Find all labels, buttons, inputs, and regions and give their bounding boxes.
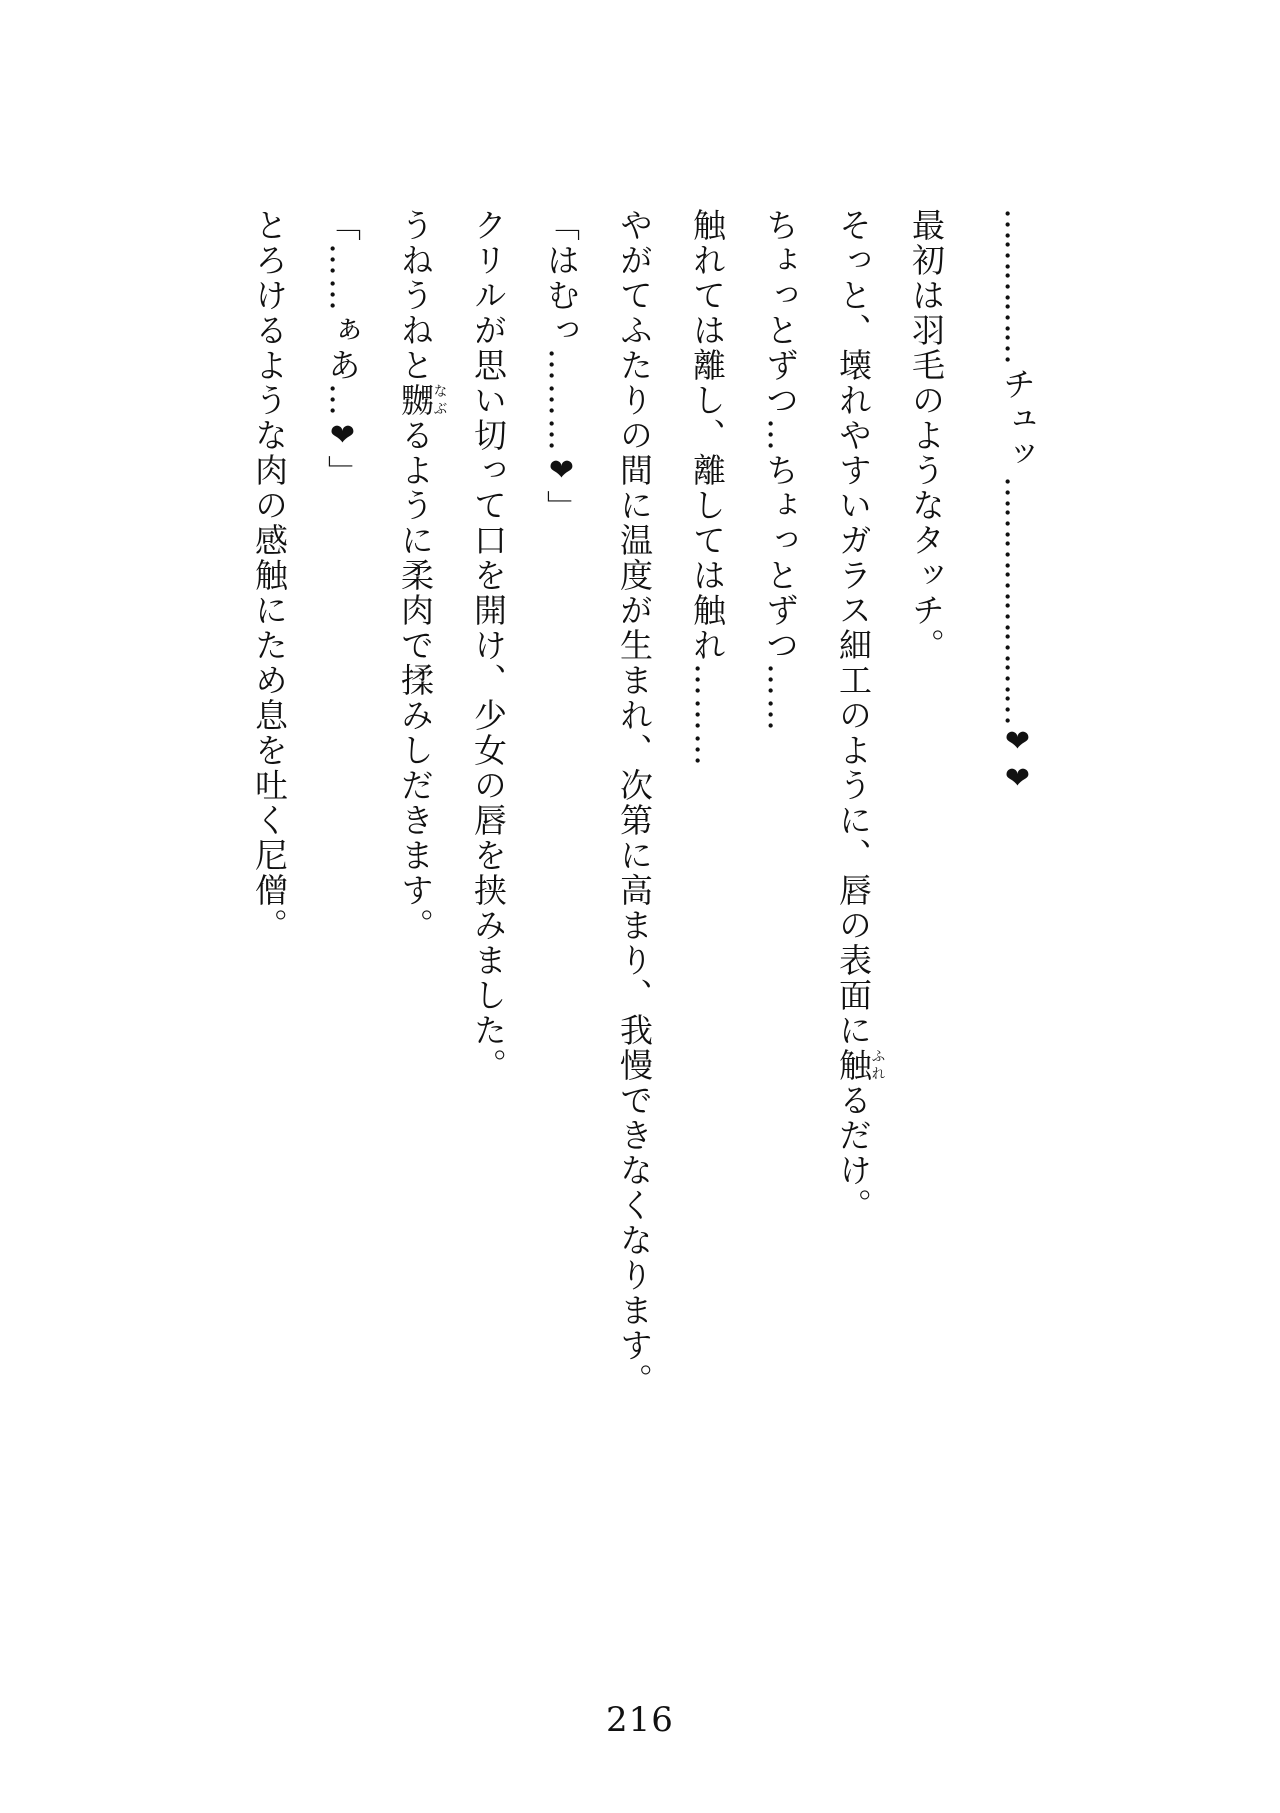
page-number: 216	[606, 1700, 674, 1740]
paragraph-line	[379, 208, 452, 1508]
text-segment: そっと、壊れやすいガラス細工のように、唇の表面に	[834, 208, 873, 1048]
heart-icon: ❤	[325, 418, 360, 455]
vertical-text-body	[233, 208, 1054, 1508]
paragraph-line: やがてふたりの間に温度が生まれ、次第に高まり、我慢できなくなります。	[615, 208, 654, 1398]
paragraph-line	[817, 208, 890, 1508]
spacer	[963, 208, 975, 1508]
paragraph-line: ちょっとずつ…ちょっとずつ……	[761, 208, 800, 733]
ruby-annotation	[834, 1048, 886, 1083]
ruby-base: 嬲	[396, 383, 435, 418]
text-segment: るだけ。	[834, 1083, 873, 1223]
heading-sound-word: チュッ	[998, 367, 1037, 472]
text-segment: 「はむっ………	[542, 208, 581, 453]
scene-heading	[981, 208, 1054, 1508]
text-segment: 「……ぁあ…	[323, 208, 362, 418]
text-segment: うねうねと	[396, 208, 435, 383]
ruby-annotation	[396, 383, 448, 418]
text-segment: るように柔肉で揉みしだきます。	[396, 418, 435, 943]
ruby-reading: なぶ	[431, 383, 448, 418]
heart-icon: ❤	[1000, 724, 1035, 761]
paragraph-line: 触れては離し、離しては触れ………	[688, 208, 727, 768]
ruby-base: 触	[834, 1048, 873, 1083]
heading-dots-before: ……………	[998, 208, 1037, 363]
ruby-reading: ふれ	[869, 1048, 886, 1083]
paragraph-line: クリルが思い切って口を開け、少女の唇を挟みました。	[469, 208, 508, 1083]
dialogue-line	[306, 208, 379, 1508]
heart-icon: ❤	[544, 453, 579, 490]
heart-icon: ❤	[1000, 761, 1035, 798]
paragraph-line: とろけるような肉の感触にため息を吐く尼僧。	[250, 208, 289, 943]
text-segment: 」	[323, 455, 362, 490]
paragraph-line: 最初は羽毛のようなタッチ。	[907, 208, 946, 663]
dialogue-line	[525, 208, 598, 1508]
heading-dots-after: ……………………	[998, 476, 1037, 724]
text-segment: 」	[542, 490, 581, 525]
